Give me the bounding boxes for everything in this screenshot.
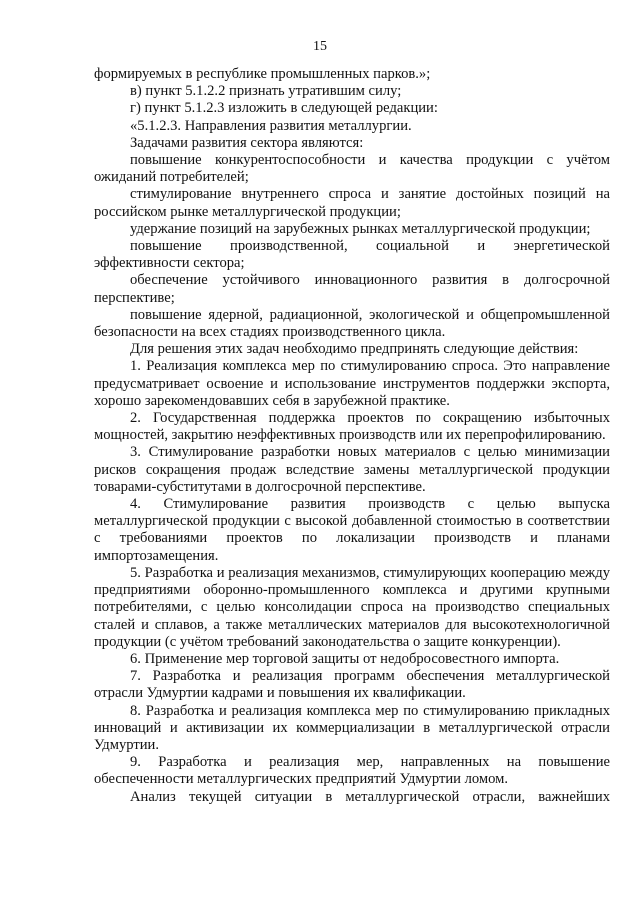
paragraph: в) пункт 5.1.2.2 признать утратившим силу; xyxy=(130,83,402,100)
paragraph: повышение конкурентоспособности и качества продукции с учётом ожиданий потребителей; xyxy=(94,152,610,186)
paragraph: стимулирование внутреннего спроса и занятие достойных позиций на российском рынке металлургической продукции; xyxy=(94,186,610,220)
paragraph: Для решения этих задач необходимо предпринять следующие действия: xyxy=(130,341,579,358)
paragraph: 5. Разработка и реализация механизмов, стимулирующих кооперацию между предприятиями оборонно-промышленного комплекса и другими крупными потребителями, с целью консолидации спроса на производство специальных сталей и сплавов, а также металлических материалов для высокотехнологичной продукции (с учётом требований законодательства о защите конкуренции). xyxy=(94,564,610,650)
paragraph: повышение ядерной, радиационной, экологической и общепромышленной безопасности на всех стадиях производственного цикла. xyxy=(94,306,610,341)
paragraph: повышение производственной, социальной и энергетической эффективности сектора; xyxy=(94,238,610,272)
paragraph: 7. Разработка и реализация программ обеспечения металлургической отрасли Удмуртии кадрами и повышения их квалификации. xyxy=(94,668,610,702)
paragraph: 8. Разработка и реализация комплекса мер по стимулированию прикладных инноваций и активизации их коммерциализации в металлургической отрасли Удмуртии. xyxy=(94,702,610,753)
paragraph: Анализ текущей ситуации в металлургической отрасли, важнейших xyxy=(130,788,610,805)
body-text xyxy=(94,66,610,806)
paragraph: 3. Стимулирование разработки новых материалов с целью минимизации рисков сокращения продаж вследствие замены металлургической продукции товарами-субститутами в долгосрочной перспективе. xyxy=(94,444,610,495)
paragraph: обеспечение устойчивого инновационного развития в долгосрочной перспективе; xyxy=(94,272,610,306)
paragraph: Задачами развития сектора являются: xyxy=(130,134,364,151)
paragraph: 6. Применение мер торговой защиты от недобросовестного импорта. xyxy=(130,650,560,667)
paragraph: удержание позиций на зарубежных рынках металлургической продукции; xyxy=(130,220,591,237)
paragraph: 4. Стимулирование развития производств с целью выпуска металлургической продукции с высокой добавленной стоимостью в соответствии с требованиями проектов по локализации производств и планами импортозамещения. xyxy=(94,496,610,564)
paragraph: 1. Реализация комплекса мер по стимулированию спроса. Это направление предусматривает освоение и использование инструментов поддержки экспорта, хорошо зарекомендовавших себя в зарубежной практике. xyxy=(94,358,610,409)
paragraph: формируемых в республике промышленных парков.»; xyxy=(94,66,431,82)
paragraph: 2. Государственная поддержка проектов по сокращению избыточных мощностей, закрытию неэффективных производств или их перепрофилированию. xyxy=(94,410,610,444)
paragraph: 9. Разработка и реализация мер, направленных на повышение обеспеченности металлургических предприятий Удмуртии ломом. xyxy=(94,754,610,788)
paragraph: г) пункт 5.1.2.3 изложить в следующей редакции: xyxy=(130,100,438,117)
paragraph: «5.1.2.3. Направления развития металлургии. xyxy=(130,117,412,134)
page-number: 15 xyxy=(313,39,327,54)
